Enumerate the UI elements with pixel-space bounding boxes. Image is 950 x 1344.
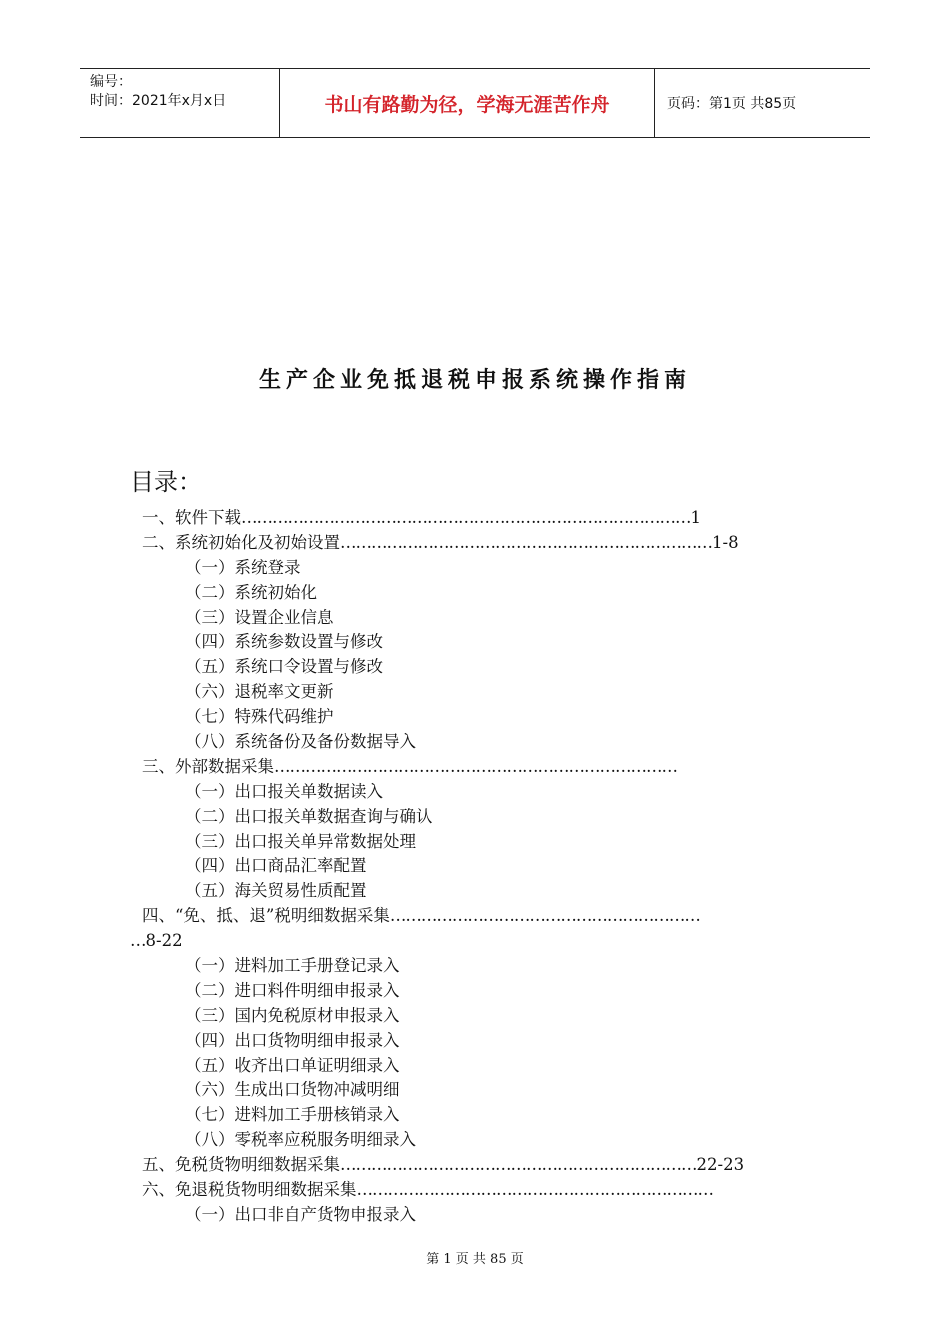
toc-entry-text: 六、免退税货物明细数据采集 [142, 1180, 357, 1200]
toc-entry-text: （四）系统参数设置与修改 [185, 632, 383, 652]
date-label: 时间：2021年x月x日 [90, 93, 227, 109]
toc-entry-text: （三）国内免税原材申报录入 [185, 1005, 400, 1025]
toc-entry-text: （一）出口报关单数据读入 [185, 781, 383, 801]
toc-leader-dots: …………………………………………………………… [340, 1155, 697, 1175]
toc-entry[interactable] [130, 805, 830, 830]
toc-entry[interactable] [130, 1078, 830, 1103]
toc-leader-dots: …………………………………………………… [389, 906, 700, 926]
toc-entry-text: （二）系统初始化 [185, 582, 317, 602]
toc-entry[interactable] [130, 730, 830, 755]
toc-leader-dots: ……………………………………………………………… [340, 532, 712, 552]
toc-entry-text: 五、免税货物明细数据采集 [142, 1155, 340, 1175]
toc-entry-text: 四、“免、抵、退”税明细数据采集 [142, 906, 390, 926]
table-of-contents [130, 506, 830, 1228]
toc-entry[interactable] [130, 879, 830, 904]
document-title: 生产企业免抵退税申报系统操作指南 [258, 367, 691, 393]
toc-page-number: 1 [690, 508, 701, 527]
toc-entry[interactable] [130, 979, 830, 1004]
toc-entry[interactable] [130, 655, 830, 680]
toc-entry-text: 一、软件下载 [142, 508, 241, 527]
toc-entry-text: （五）海关贸易性质配置 [185, 881, 367, 901]
toc-entry-text: （三）设置企业信息 [185, 607, 334, 627]
page-footer: 第 1 页 共 85 页 [426, 1252, 524, 1267]
toc-entry-text: （六）退税率文更新 [185, 682, 334, 702]
number-label: 编号： [90, 74, 132, 90]
toc-entry-text: 二、系统初始化及初始设置 [142, 532, 340, 552]
toc-entry-text: 三、外部数据采集 [142, 756, 274, 776]
toc-entry-text: （一）进料加工手册登记录入 [185, 956, 400, 976]
toc-entry[interactable] [130, 1203, 830, 1228]
toc-entry[interactable] [130, 755, 830, 780]
header-page-info: 页码：第1页 共85页 [667, 96, 797, 112]
toc-entry-text: （一）系统登录 [185, 557, 301, 577]
toc-entry[interactable] [130, 1103, 830, 1128]
toc-entry-text: （一）出口非自产货物申报录入 [185, 1204, 416, 1224]
toc-entry[interactable] [130, 830, 830, 855]
toc-leader-dots: …………………………………………………………………………… [241, 508, 691, 527]
toc-entry-text: （六）生成出口货物冲减明细 [185, 1080, 400, 1100]
toc-entry-text: （三）出口报关单异常数据处理 [185, 831, 416, 851]
toc-entry-text: （八）零税率应税服务明细录入 [185, 1130, 416, 1150]
toc-entry[interactable] [130, 854, 830, 879]
toc-leader-dots: … [130, 931, 146, 951]
header-motto: 书山有路勤为径，学海无涯苦作舟 [280, 69, 655, 137]
toc-entry-text: （七）特殊代码维护 [185, 707, 334, 727]
toc-entry[interactable] [130, 1153, 830, 1178]
toc-entry[interactable] [130, 1128, 830, 1153]
toc-heading: 目录： [130, 468, 202, 496]
toc-entry[interactable] [130, 531, 830, 556]
toc-entry[interactable] [130, 1178, 830, 1203]
toc-entry-text: （四）出口商品汇率配置 [185, 856, 367, 876]
page-header [80, 68, 870, 138]
toc-entry[interactable] [130, 1029, 830, 1054]
toc-entry[interactable] [130, 506, 830, 531]
toc-entry[interactable] [130, 705, 830, 730]
toc-leader-dots: …………………………………………………………… [356, 1180, 713, 1200]
toc-page-number: 22-23 [696, 1155, 745, 1175]
toc-entry[interactable] [130, 556, 830, 581]
toc-entry-text: （二）出口报关单数据查询与确认 [185, 806, 433, 826]
toc-entry[interactable] [130, 606, 830, 631]
toc-entry[interactable] [130, 929, 830, 954]
toc-entry-text: （二）进口料件明细申报录入 [185, 980, 400, 1000]
toc-entry[interactable] [130, 581, 830, 606]
toc-entry[interactable] [130, 680, 830, 705]
header-meta [80, 69, 280, 137]
toc-entry[interactable] [130, 1004, 830, 1029]
toc-page-number: 1-8 [712, 532, 739, 552]
toc-entry-text: （四）出口货物明细申报录入 [185, 1030, 400, 1050]
toc-entry-text: （五）系统口令设置与修改 [185, 657, 383, 677]
toc-entry[interactable] [130, 1054, 830, 1079]
toc-entry-text: （七）进料加工手册核销录入 [185, 1105, 400, 1125]
toc-entry[interactable] [130, 954, 830, 979]
toc-entry-text: （五）收齐出口单证明细录入 [185, 1055, 400, 1075]
toc-entry[interactable] [130, 904, 830, 929]
toc-entry[interactable] [130, 780, 830, 805]
toc-entry-text: （八）系统备份及备份数据导入 [185, 732, 416, 752]
toc-leader-dots: …………………………………………………………………… [274, 756, 677, 776]
toc-entry[interactable] [130, 630, 830, 655]
toc-page-number: 8-22 [145, 931, 183, 951]
